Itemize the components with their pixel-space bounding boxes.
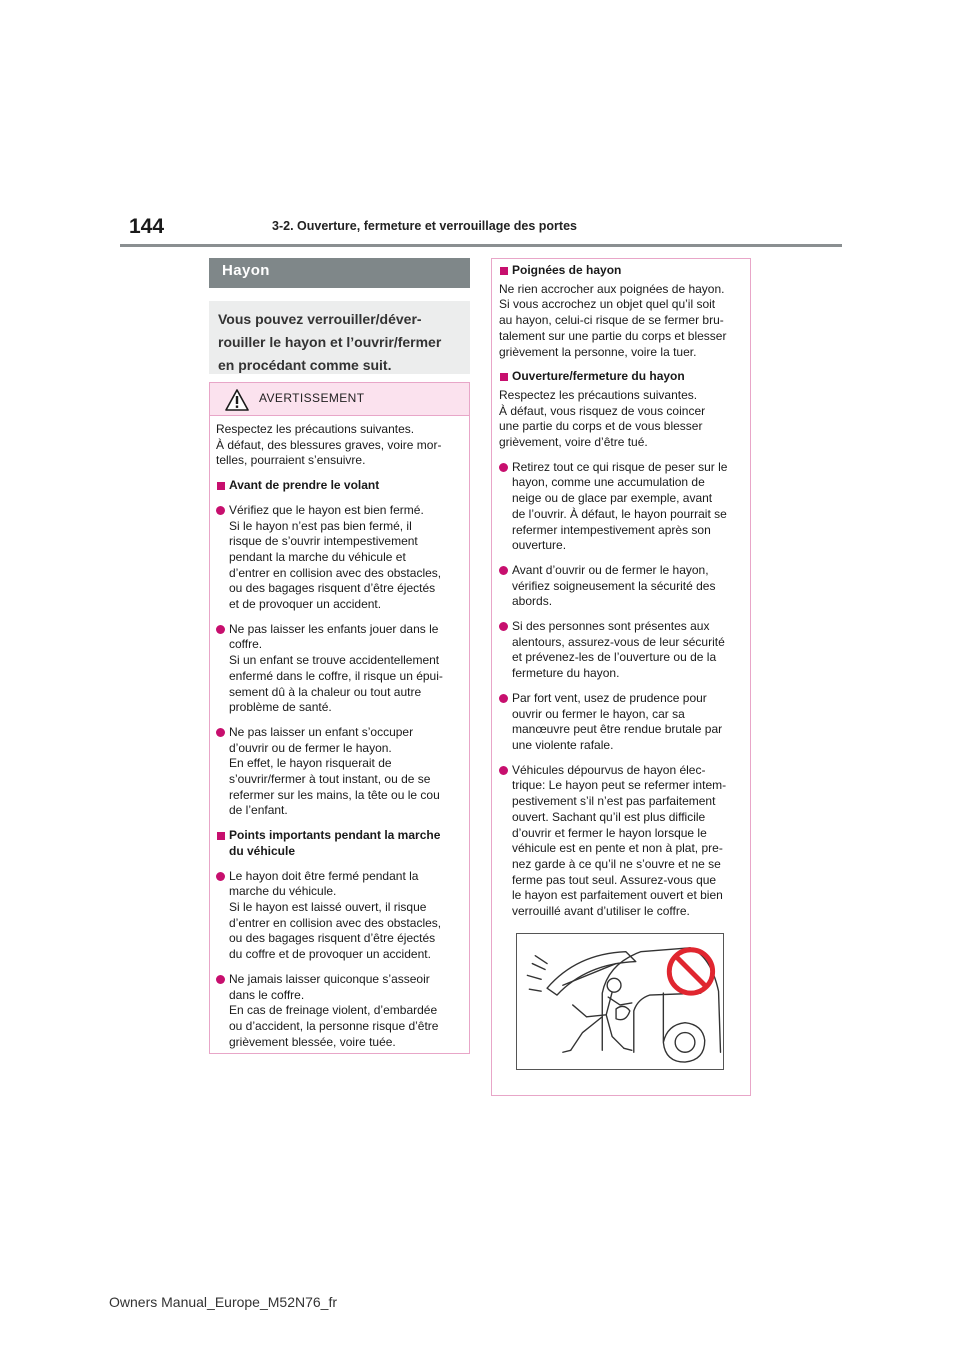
warning-bullet	[216, 972, 463, 1051]
warning-title: AVERTISSEMENT	[259, 391, 365, 405]
bullet-line: Ne pas laisser un enfant s’occuper	[229, 724, 414, 739]
warning-intro	[216, 422, 463, 469]
bullet-line: abords.	[512, 594, 553, 609]
page-number: 144	[129, 215, 165, 238]
bullet-line: Si le hayon est laissé ouvert, il risque	[229, 899, 427, 914]
bullet-line: verrouillé avant d’utiliser le coffre.	[512, 904, 690, 919]
bullet-line: Véhicules dépourvus de hayon élec-	[512, 762, 706, 777]
bullet-line: dans le coffre.	[229, 987, 305, 1002]
subheading-line: Avant de prendre le volant	[229, 478, 380, 493]
right-body	[499, 263, 743, 920]
square-bullet-icon	[217, 832, 225, 840]
right-column	[491, 258, 751, 1096]
bullet-line: le hayon est parfaitement ouvert et bien	[512, 888, 723, 903]
bullet-line: coffre.	[229, 637, 263, 652]
warning-body	[210, 416, 469, 1050]
bullet-line: ou des bagages risquent d’être éjectés	[229, 581, 436, 596]
right-bullet	[499, 563, 743, 610]
square-bullet-icon	[500, 267, 508, 275]
bullet-line: et prévenez-les de l’ouverture ou de la	[512, 650, 717, 665]
bullet-line: fermeture du hayon.	[512, 666, 620, 681]
bullet-line: sement dû à la chaleur ou tout autre	[229, 684, 422, 699]
paragraph-line: Si vous accrochez un objet quel qu’il soit	[499, 297, 716, 312]
bullet-line: ferme pas tout seul. Assurez-vous que	[512, 872, 717, 887]
bullet-line: s’ouvrir/fermer à tout instant, ou de se	[229, 772, 431, 787]
bullet-line: Retirez tout ce qui risque de peser sur le	[512, 459, 728, 474]
bullet-line: ouvert. Sachant qu’il est plus difficile	[512, 809, 706, 824]
intro-line: Vous pouvez verrouiller/déver-	[218, 311, 422, 327]
footer-document-id: Owners Manual_Europe_M52N76_fr	[109, 1294, 338, 1310]
intro-line: en procédant comme suit.	[218, 357, 392, 373]
round-bullet-icon	[216, 872, 225, 881]
bullet-line: et de provoquer un accident.	[229, 597, 382, 612]
bullet-line: d’ouvrir ou de fermer le hayon.	[229, 740, 392, 755]
bullet-line: trique: Le hayon peut se refermer intem-	[512, 778, 727, 793]
intro-box	[209, 301, 470, 374]
warning-subheading	[216, 478, 463, 494]
bullet-line: marche du véhicule.	[229, 884, 337, 899]
square-bullet-icon	[217, 482, 225, 490]
right-paragraph	[499, 388, 743, 451]
right-bullet	[499, 691, 743, 754]
warning-box	[209, 382, 470, 1054]
bullet-line: neige ou de glace par exemple, avant	[512, 491, 713, 506]
round-bullet-icon	[499, 694, 508, 703]
bullet-line: Si le hayon n’est pas bien fermé, il	[229, 518, 412, 533]
right-subheading	[499, 369, 743, 385]
bullet-line: pestivement s’il n’est pas parfaitement	[512, 794, 716, 809]
bullet-line: une violente rafale.	[512, 737, 614, 752]
bullet-line: d’ouvrir et fermer le hayon lorsque le	[512, 825, 707, 840]
right-bullet	[499, 460, 743, 554]
warning-intro-line: Respectez les précautions suivantes.	[216, 422, 415, 436]
subheading-line: du véhicule	[229, 843, 296, 858]
bullet-line: Si un enfant se trouve accidentellement	[229, 653, 440, 668]
bullet-line: vérifiez soigneusement la sécurité des	[512, 578, 716, 593]
paragraph-line: grièvement la personne, voire la tuer.	[499, 344, 697, 359]
bullet-line: de l’ouvrir. À défaut, le hayon pourrait se	[512, 506, 727, 521]
bullet-line: Ne pas laisser les enfants jouer dans le	[229, 621, 439, 636]
tailgate-hazard-illustration	[516, 933, 724, 1070]
bullet-line: Vérifiez que le hayon est bien fermé.	[229, 502, 424, 517]
bullet-line: ou des bagages risquent d’être éjectés	[229, 931, 436, 946]
hayon-heading: Hayon	[209, 258, 470, 288]
round-bullet-icon	[216, 625, 225, 634]
bullet-line: ouvrir ou fermer le hayon, car sa	[512, 706, 685, 721]
paragraph-line: une partie du corps et de vous blesser	[499, 419, 703, 434]
bullet-line: véhicule est en pente et non à plat, pre-	[512, 841, 723, 856]
bullet-line: ouverture.	[512, 538, 567, 553]
bullet-line: d’entrer en collision avec des obstacles,	[229, 565, 442, 580]
bullet-line: hayon, comme une accumulation de	[512, 475, 705, 490]
paragraph-line: talement sur une partie du corps et blesser	[499, 328, 727, 343]
bullet-line: En cas de freinage violent, d’embardée	[229, 1003, 438, 1018]
left-column	[209, 258, 470, 1054]
warning-bullet	[216, 869, 463, 963]
paragraph-line: Ne rien accrocher aux poignées de hayon.	[499, 281, 725, 296]
bullet-line: problème de santé.	[229, 700, 332, 715]
round-bullet-icon	[216, 975, 225, 984]
warning-bullet	[216, 503, 463, 613]
round-bullet-icon	[499, 463, 508, 472]
bullet-line: nez garde à ce qu’il ne s’ouvre et ne se	[512, 856, 721, 871]
bullet-line: alentours, assurez-vous de leur sécurité	[512, 634, 725, 649]
bullet-line: Ne jamais laisser quiconque s’asseoir	[229, 971, 430, 986]
right-subheading	[499, 263, 743, 279]
intro-line: rouiller le hayon et l’ouvrir/fermer	[218, 334, 442, 350]
paragraph-line: À défaut, vous risquez de vous coincer	[499, 403, 706, 418]
right-bullet	[499, 619, 743, 682]
right-paragraph	[499, 282, 743, 361]
bullet-line: enfermé dans le coffre, il risque un épui-	[229, 668, 443, 683]
round-bullet-icon	[499, 766, 508, 775]
bullet-line: refermer sur les mains, la tête ou le cou	[229, 787, 440, 802]
warning-triangle-icon	[225, 389, 249, 411]
bullet-line: Par fort vent, usez de prudence pour	[512, 690, 707, 705]
warning-bullet	[216, 725, 463, 819]
bullet-line: Avant d’ouvrir ou de fermer le hayon,	[512, 562, 709, 577]
bullet-line: pendant la marche du véhicule et	[229, 549, 406, 564]
header-rule	[120, 244, 842, 247]
section-title: 3-2. Ouverture, fermeture et verrouillage des portes	[272, 219, 577, 233]
right-bullet	[499, 763, 743, 920]
round-bullet-icon	[499, 622, 508, 631]
bullet-line: du coffre et de provoquer un accident.	[229, 947, 431, 962]
bullet-line: de l’enfant.	[229, 803, 288, 818]
bullet-line: risque de s’ouvrir intempestivement	[229, 534, 418, 549]
warning-header	[210, 383, 469, 416]
bullet-line: d’entrer en collision avec des obstacles,	[229, 915, 442, 930]
bullet-line: refermer intempestivement après son	[512, 522, 711, 537]
bullet-line: ou d’accident, la personne risque d’être	[229, 1018, 439, 1033]
bullet-line: manœuvre peut être rendue brutale par	[512, 722, 723, 737]
round-bullet-icon	[216, 506, 225, 515]
round-bullet-icon	[216, 728, 225, 737]
bullet-line: grièvement blessée, voire tuée.	[229, 1034, 396, 1049]
bullet-line: Le hayon doit être fermé pendant la	[229, 868, 419, 883]
subheading-line: Ouverture/fermeture du hayon	[512, 369, 685, 384]
warning-bullet	[216, 622, 463, 716]
bullet-line: Si des personnes sont présentes aux	[512, 619, 710, 634]
subheading-line: Poignées de hayon	[512, 263, 622, 277]
warning-subheading	[216, 828, 463, 859]
warning-intro-line: À défaut, des blessures graves, voire mor-	[216, 437, 442, 452]
paragraph-line: au hayon, celui-ci risque de se fermer bru-	[499, 313, 724, 328]
bullet-line: En effet, le hayon risquerait de	[229, 756, 392, 771]
paragraph-line: Respectez les précautions suivantes.	[499, 387, 698, 402]
warning-intro-line: telles, pourraient s’ensuivre.	[216, 453, 366, 468]
square-bullet-icon	[500, 373, 508, 381]
round-bullet-icon	[499, 566, 508, 575]
subheading-line: Points importants pendant la marche	[229, 828, 441, 843]
paragraph-line: grièvement, voire d’être tué.	[499, 435, 648, 450]
